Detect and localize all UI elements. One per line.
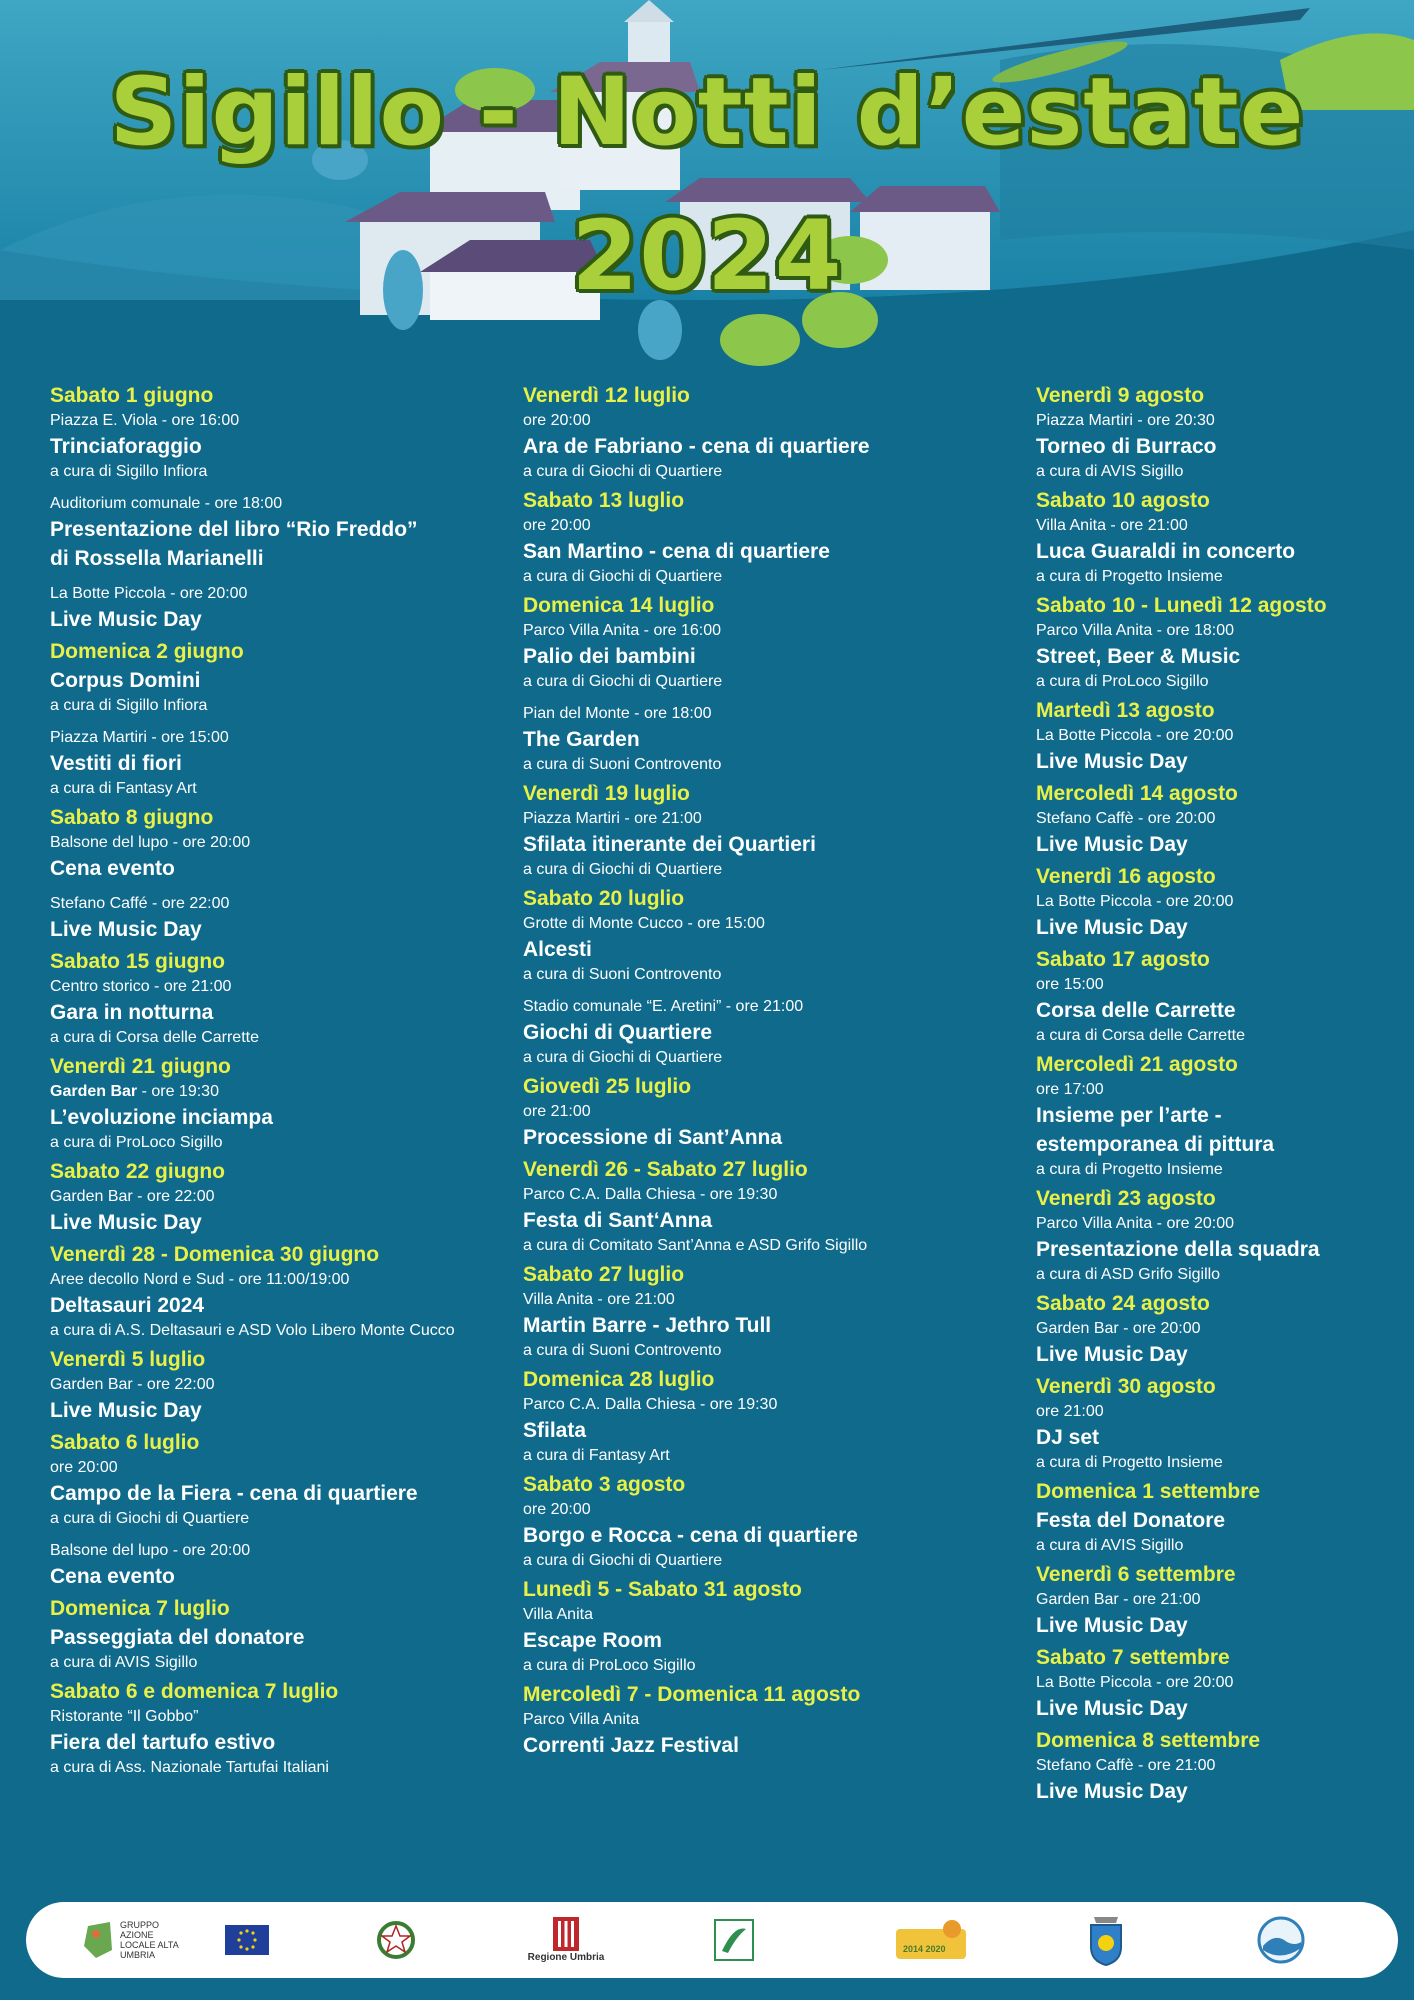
event-date: Domenica 28 luglio — [523, 1368, 715, 1391]
event-entry — [1036, 1727, 1396, 1806]
event-entry — [50, 1158, 490, 1237]
event-name: Martin Barre - Jethro Tull — [523, 1314, 772, 1337]
event-name: Live Music Day — [1036, 1343, 1188, 1366]
event-place: ore 15:00 — [1036, 976, 1104, 993]
event-place: Auditorium comunale - ore 18:00 — [50, 495, 283, 512]
event-organizer: a cura di Corsa delle Carrette — [50, 1029, 259, 1046]
event-date: Sabato 24 agosto — [1036, 1292, 1210, 1315]
event-entry — [1036, 1185, 1396, 1286]
event-place: Piazza Martiri - ore 21:00 — [523, 810, 702, 827]
event-date: Domenica 1 settembre — [1036, 1480, 1261, 1503]
event-entry — [50, 1346, 490, 1425]
event-name: L’evoluzione inciampa — [50, 1106, 273, 1129]
event-date: Sabato 15 giugno — [50, 950, 226, 973]
event-name: Live Music Day — [50, 1211, 202, 1234]
proloco-logo — [1251, 1910, 1311, 1970]
event-organizer: a cura di Progetto Insieme — [1036, 1161, 1223, 1178]
event-date: Venerdì 21 giugno — [50, 1055, 231, 1078]
event-place: Parco C.A. Dalla Chiesa - ore 19:30 — [523, 1186, 778, 1203]
event-name: Trinciaforaggio — [50, 435, 202, 458]
event-place: Parco Villa Anita — [523, 1711, 640, 1728]
event-entry — [50, 1429, 490, 1530]
event-name: Deltasauri 2024 — [50, 1294, 205, 1317]
event-date: Venerdì 5 luglio — [50, 1348, 206, 1371]
event-place: ore 20:00 — [523, 412, 591, 429]
poster-year: 2024 — [571, 200, 843, 312]
event-entry — [523, 1261, 993, 1362]
event-place: La Botte Piccola - ore 20:00 — [1036, 893, 1234, 910]
event-date: Venerdì 12 luglio — [523, 384, 690, 407]
event-place: ore 21:00 — [523, 1103, 591, 1120]
event-entry — [523, 382, 993, 483]
event-place: Villa Anita - ore 21:00 — [523, 1291, 675, 1308]
event-date: Venerdì 19 luglio — [523, 782, 690, 805]
event-entry — [523, 780, 993, 881]
event-organizer: a cura di Fantasy Art — [50, 780, 197, 797]
program-column-2 — [523, 378, 993, 1760]
event-organizer: a cura di Giochi di Quartiere — [523, 568, 723, 585]
village-illustration — [0, 0, 1414, 380]
event-place: Piazza Martiri - ore 15:00 — [50, 729, 229, 746]
event-place: Grotte di Monte Cucco - ore 15:00 — [523, 915, 765, 932]
event-name: Alcesti — [523, 938, 592, 961]
event-organizer: a cura di ASD Grifo Sigillo — [1036, 1266, 1221, 1283]
event-entry — [523, 1471, 993, 1572]
event-place: Stefano Caffé - ore 22:00 — [50, 895, 230, 912]
psr-2014-2020-logo — [891, 1910, 971, 1970]
event-date: Venerdì 28 - Domenica 30 giugno — [50, 1243, 380, 1266]
event-name: Passeggiata del donatore — [50, 1626, 305, 1649]
event-date: Lunedì 5 - Sabato 31 agosto — [523, 1578, 802, 1601]
event-organizer: a cura di ProLoco Sigillo — [523, 1657, 696, 1674]
event-date: Domenica 7 luglio — [50, 1597, 230, 1620]
event-place: ore 20:00 — [523, 517, 591, 534]
event-entry — [50, 638, 490, 717]
event-organizer: a cura di ProLoco Sigillo — [50, 1134, 223, 1151]
event-organizer: a cura di Suoni Controvento — [523, 1342, 722, 1359]
event-organizer: a cura di Giochi di Quartiere — [523, 1049, 723, 1066]
event-date: Sabato 10 - Lunedì 12 agosto — [1036, 594, 1327, 617]
leader-logo — [709, 1910, 759, 1970]
event-name: Corpus Domini — [50, 669, 201, 692]
event-entry — [1036, 1478, 1396, 1557]
event-date: Venerdì 6 settembre — [1036, 1563, 1236, 1586]
event-organizer: a cura di Giochi di Quartiere — [50, 1510, 250, 1527]
event-entry — [523, 1681, 993, 1760]
event-organizer: a cura di Giochi di Quartiere — [523, 463, 723, 480]
event-place: Pian del Monte - ore 18:00 — [523, 705, 712, 722]
poster-title: Sigillo - Notti d’estate — [109, 58, 1305, 167]
event-name: Festa di Sant‘Anna — [523, 1209, 713, 1232]
event-date: Mercoledì 21 agosto — [1036, 1053, 1238, 1076]
event-entry — [523, 1366, 993, 1467]
event-name: Corsa delle Carrette — [1036, 999, 1236, 1022]
event-entry — [50, 883, 490, 944]
event-place: ore 20:00 — [523, 1501, 591, 1518]
event-name: Palio dei bambini — [523, 645, 696, 668]
event-organizer: a cura di AVIS Sigillo — [1036, 1537, 1184, 1554]
event-name: Campo de la Fiera - cena di quartiere — [50, 1482, 418, 1505]
event-entry — [50, 1678, 490, 1779]
event-organizer: a cura di A.S. Deltasauri e ASD Volo Libero Monte Cucco — [50, 1322, 455, 1339]
event-name: Torneo di Burraco — [1036, 435, 1217, 458]
event-place: Ristorante “Il Gobbo” — [50, 1708, 199, 1725]
event-date: Martedì 13 agosto — [1036, 699, 1215, 722]
event-entry — [1036, 1373, 1396, 1474]
event-date: Venerdì 9 agosto — [1036, 384, 1205, 407]
event-entry — [523, 1576, 993, 1677]
event-organizer: a cura di Suoni Controvento — [523, 756, 722, 773]
event-date: Mercoledì 14 agosto — [1036, 782, 1238, 805]
event-place: ore 17:00 — [1036, 1081, 1104, 1098]
event-entry — [1036, 863, 1396, 942]
event-name-continued: di Rossella Marianelli — [50, 547, 264, 570]
event-name: Live Music Day — [1036, 833, 1188, 856]
event-place: Garden Bar - ore 22:00 — [50, 1188, 215, 1205]
event-date: Sabato 7 settembre — [1036, 1646, 1230, 1669]
event-place: ore 20:00 — [50, 1459, 118, 1476]
event-organizer: a cura di Sigillo Infiora — [50, 463, 208, 480]
event-place: Balsone del lupo - ore 20:00 — [50, 834, 251, 851]
event-organizer: a cura di Fantasy Art — [523, 1447, 670, 1464]
event-place: Garden Bar - ore 20:00 — [1036, 1320, 1201, 1337]
header-illustration — [0, 0, 1414, 380]
event-date: Venerdì 26 - Sabato 27 luglio — [523, 1158, 808, 1181]
gal-logo-text: GRUPPO AZIONE LOCALE ALTA UMBRIA — [120, 1920, 179, 1960]
event-entry — [523, 885, 993, 986]
event-place: Centro storico - ore 21:00 — [50, 978, 232, 995]
event-date: Sabato 8 giugno — [50, 806, 214, 829]
event-place: ore 21:00 — [1036, 1403, 1104, 1420]
event-name: Ara de Fabriano - cena di quartiere — [523, 435, 870, 458]
event-name: Live Music Day — [1036, 1697, 1188, 1720]
event-name: Processione di Sant’Anna — [523, 1126, 783, 1149]
italian-republic-emblem — [371, 1910, 421, 1970]
event-place: Stadio comunale “E. Aretini” - ore 21:00 — [523, 998, 804, 1015]
event-entry — [50, 1595, 490, 1674]
event-date: Sabato 10 agosto — [1036, 489, 1210, 512]
event-name: Live Music Day — [50, 608, 202, 631]
event-entry — [1036, 780, 1396, 859]
event-organizer: a cura di ProLoco Sigillo — [1036, 673, 1209, 690]
event-date: Sabato 27 luglio — [523, 1263, 685, 1286]
event-name: Sfilata itinerante dei Quartieri — [523, 833, 816, 856]
event-place: Aree decollo Nord e Sud - ore 11:00/19:00 — [50, 1271, 350, 1288]
event-organizer: a cura di Progetto Insieme — [1036, 1454, 1223, 1471]
event-organizer: a cura di Progetto Insieme — [1036, 568, 1223, 585]
event-place: Villa Anita — [523, 1606, 593, 1623]
event-date: Sabato 3 agosto — [523, 1473, 686, 1496]
event-entry — [523, 487, 993, 588]
event-date: Domenica 14 luglio — [523, 594, 715, 617]
event-entry — [1036, 946, 1396, 1047]
event-date: Sabato 13 luglio — [523, 489, 685, 512]
event-name: DJ set — [1036, 1426, 1100, 1449]
event-entry — [50, 573, 490, 634]
event-entry — [523, 1073, 993, 1152]
event-name: Gara in notturna — [50, 1001, 214, 1024]
event-name: Live Music Day — [50, 918, 202, 941]
event-name: Cena evento — [50, 857, 175, 880]
event-entry — [1036, 382, 1396, 483]
event-organizer: a cura di AVIS Sigillo — [1036, 463, 1184, 480]
event-organizer: a cura di Suoni Controvento — [523, 966, 722, 983]
event-name: Live Music Day — [1036, 916, 1188, 939]
event-organizer: a cura di Ass. Nazionale Tartufai Italiani — [50, 1759, 329, 1776]
event-place: Parco Villa Anita - ore 18:00 — [1036, 622, 1235, 639]
event-name: Presentazione della squadra — [1036, 1238, 1320, 1261]
event-date: Giovedì 25 luglio — [523, 1075, 692, 1098]
event-entry — [523, 592, 993, 693]
event-name: Borgo e Rocca - cena di quartiere — [523, 1524, 858, 1547]
event-organizer: a cura di Sigillo Infiora — [50, 697, 208, 714]
event-name: Sfilata — [523, 1419, 587, 1442]
event-date: Sabato 6 e domenica 7 luglio — [50, 1680, 339, 1703]
event-entry — [523, 693, 993, 776]
event-date: Sabato 17 agosto — [1036, 948, 1210, 971]
event-entry — [1036, 592, 1396, 693]
sigillo-coat-of-arms — [1081, 1910, 1131, 1970]
event-name: Giochi di Quartiere — [523, 1021, 713, 1044]
event-entry — [1036, 1290, 1396, 1369]
event-organizer: a cura di Corsa delle Carrette — [1036, 1027, 1245, 1044]
event-time: - ore 19:30 — [137, 1083, 219, 1100]
event-place: Piazza E. Viola - ore 16:00 — [50, 412, 240, 429]
event-place: Parco C.A. Dalla Chiesa - ore 19:30 — [523, 1396, 778, 1413]
event-entry — [50, 948, 490, 1049]
regione-umbria-text: Regione Umbria — [527, 1952, 605, 1963]
event-place: Stefano Caffè - ore 21:00 — [1036, 1757, 1216, 1774]
event-entry — [1036, 697, 1396, 776]
event-date: Domenica 8 settembre — [1036, 1729, 1261, 1752]
event-date: Mercoledì 7 - Domenica 11 agosto — [523, 1683, 861, 1706]
event-venue: Garden Bar — [50, 1083, 138, 1100]
event-entry — [50, 483, 490, 573]
event-name: Festa del Donatore — [1036, 1509, 1226, 1532]
event-organizer: a cura di AVIS Sigillo — [50, 1654, 198, 1671]
event-date: Sabato 1 giugno — [50, 384, 214, 407]
event-name: Cena evento — [50, 1565, 175, 1588]
sponsor-logo-strip — [26, 1902, 1398, 1978]
program-column-3 — [1036, 378, 1396, 1806]
event-place — [50, 1081, 490, 1103]
event-entry — [50, 382, 490, 483]
event-organizer: a cura di Giochi di Quartiere — [523, 673, 723, 690]
event-place: Parco Villa Anita - ore 16:00 — [523, 622, 722, 639]
event-entry — [1036, 487, 1396, 588]
event-date: Domenica 2 giugno — [50, 640, 244, 663]
event-entry — [50, 804, 490, 883]
event-date: Sabato 22 giugno — [50, 1160, 226, 1183]
event-entry — [50, 1530, 490, 1591]
event-organizer: a cura di Giochi di Quartiere — [523, 861, 723, 878]
event-name: San Martino - cena di quartiere — [523, 540, 830, 563]
event-entry — [50, 717, 490, 800]
regione-umbria-logo — [521, 1910, 611, 1970]
program-column-1 — [50, 378, 490, 1779]
gal-alta-umbria-logo — [81, 1910, 191, 1970]
event-place: La Botte Piccola - ore 20:00 — [1036, 727, 1234, 744]
event-name: Live Music Day — [1036, 1780, 1188, 1803]
event-place: Parco Villa Anita - ore 20:00 — [1036, 1215, 1235, 1232]
event-place: Villa Anita - ore 21:00 — [1036, 517, 1188, 534]
event-place: Balsone del lupo - ore 20:00 — [50, 1542, 251, 1559]
event-name: Live Music Day — [1036, 1614, 1188, 1637]
event-entry — [1036, 1644, 1396, 1723]
event-entry — [523, 986, 993, 1069]
event-entry — [50, 1241, 490, 1342]
event-place: La Botte Piccola - ore 20:00 — [1036, 1674, 1234, 1691]
event-entry — [1036, 1051, 1396, 1181]
event-name: Live Music Day — [1036, 750, 1188, 773]
event-date: Venerdì 23 agosto — [1036, 1187, 1216, 1210]
event-entry — [50, 1053, 490, 1154]
event-place: Garden Bar - ore 21:00 — [1036, 1591, 1201, 1608]
event-date: Sabato 6 luglio — [50, 1431, 200, 1454]
event-name: Live Music Day — [50, 1399, 202, 1422]
event-organizer: a cura di Giochi di Quartiere — [523, 1552, 723, 1569]
event-name-continued: estemporanea di pittura — [1036, 1133, 1275, 1156]
event-place: Garden Bar - ore 22:00 — [50, 1376, 215, 1393]
event-name: Insieme per l’arte - — [1036, 1104, 1222, 1127]
psr-logo-text: 2014 2020 — [903, 1944, 946, 1954]
event-entry — [1036, 1561, 1396, 1640]
event-name: Correnti Jazz Festival — [523, 1734, 739, 1757]
event-organizer: a cura di Comitato Sant’Anna e ASD Grifo Sigillo — [523, 1237, 868, 1254]
event-name: Fiera del tartufo estivo — [50, 1731, 276, 1754]
event-name: The Garden — [523, 728, 640, 751]
event-name: Presentazione del libro “Rio Freddo” — [50, 518, 418, 541]
event-place: Piazza Martiri - ore 20:30 — [1036, 412, 1215, 429]
eu-flag-logo — [222, 1910, 272, 1970]
event-entry — [523, 1156, 993, 1257]
event-name: Escape Room — [523, 1629, 662, 1652]
event-place: La Botte Piccola - ore 20:00 — [50, 585, 248, 602]
event-date: Venerdì 16 agosto — [1036, 865, 1216, 888]
event-name: Street, Beer & Music — [1036, 645, 1241, 668]
event-name: Vestiti di fiori — [50, 752, 182, 775]
event-name: Luca Guaraldi in concerto — [1036, 540, 1296, 563]
event-place: Stefano Caffè - ore 20:00 — [1036, 810, 1216, 827]
event-date: Sabato 20 luglio — [523, 887, 685, 910]
event-date: Venerdì 30 agosto — [1036, 1375, 1216, 1398]
